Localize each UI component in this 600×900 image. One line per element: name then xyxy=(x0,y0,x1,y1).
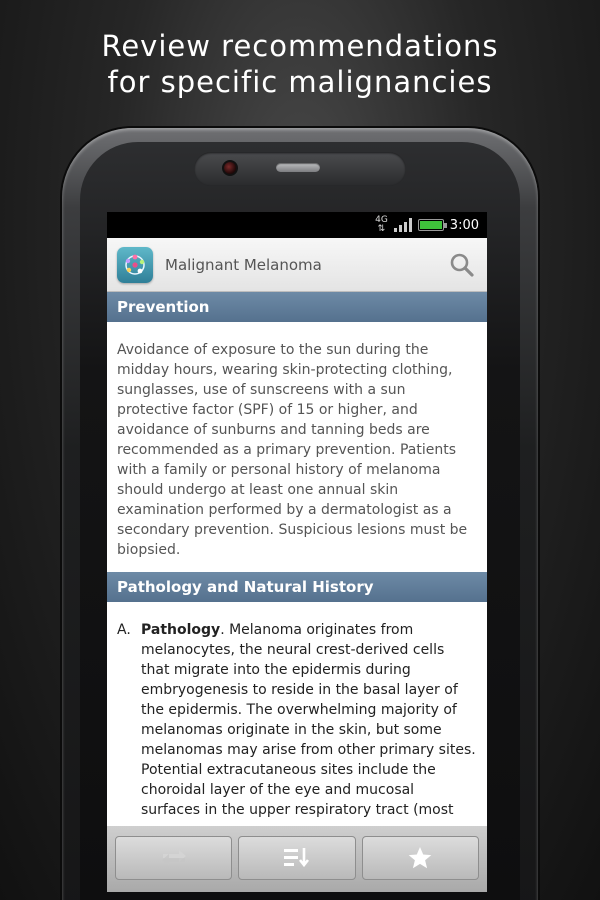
article-content[interactable] xyxy=(107,292,487,826)
list-item-body: . Melanoma originates from melanocytes, the neural crest-derived cells that migrate into the epidermis during embryogenesis to reside in the basal layer of the epidermis. The overwhelming majority of melanomas originate in the skin, but some melanomas may arise from other primary sites. Potential extracutaneous sites include the choroidal layer of the eye and mucosal surfaces in the upper respiratory tract (most xyxy=(141,622,476,818)
swap-button[interactable] xyxy=(115,836,232,880)
battery-icon xyxy=(418,219,444,231)
promo-line-1: Review recommendations xyxy=(101,29,499,63)
list-item-term: Pathology xyxy=(141,622,221,638)
app-bar xyxy=(107,238,487,292)
list-item xyxy=(107,602,487,820)
star-icon xyxy=(407,845,433,871)
promo-line-2: for specific malignancies xyxy=(107,65,493,99)
page-title: Malignant Melanoma xyxy=(165,255,322,274)
status-bar xyxy=(107,212,487,238)
bottom-toolbar xyxy=(107,826,487,892)
signal-strength-icon xyxy=(394,218,412,232)
sort-list-icon xyxy=(282,846,312,870)
network-type-indicator xyxy=(375,216,388,234)
prevention-text: Avoidance of exposure to the sun during the midday hours, wearing skin-protecting clothing, sunglasses, use of sunscreens with a sun protective factor (SPF) of 15 or higher, and avoidance of sunburns and tanning beds are recommended as a primary prevention. Patients with a family or personal history of melanoma should undergo at least one annual skin examination performed by a dermatologist as a secondary prevention. Suspicious lesions must be biopsied. xyxy=(117,342,468,558)
list-item-text xyxy=(141,620,477,820)
sort-button[interactable] xyxy=(238,836,355,880)
favorite-button[interactable] xyxy=(362,836,479,880)
section-header-pathology: Pathology and Natural History xyxy=(107,572,487,602)
promo-headline xyxy=(0,28,600,100)
network-label: 4G xyxy=(375,215,388,225)
speaker-grille xyxy=(276,163,320,172)
swap-arrows-icon xyxy=(159,847,189,869)
app-logo-icon[interactable] xyxy=(117,247,153,283)
search-button[interactable] xyxy=(447,250,477,280)
list-marker: A. xyxy=(117,622,131,638)
search-icon xyxy=(449,252,475,278)
section-header-prevention: Prevention xyxy=(107,292,487,322)
clock: 3:00 xyxy=(449,217,479,233)
phone-screen xyxy=(107,212,487,892)
data-arrows-icon: ⇅ xyxy=(377,224,386,234)
front-camera-icon xyxy=(222,160,238,176)
